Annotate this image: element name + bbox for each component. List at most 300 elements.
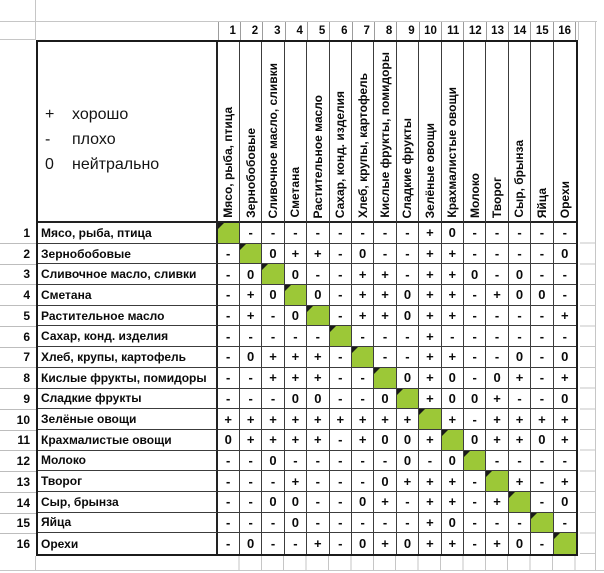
matrix-cell[interactable]: - [240, 326, 262, 347]
matrix-cell[interactable]: - [330, 451, 352, 472]
matrix-cell[interactable]: + [285, 368, 307, 389]
row-label[interactable]: Орехи [38, 533, 218, 554]
matrix-cell[interactable]: 0 [442, 389, 464, 410]
row-label[interactable]: Сладкие фрукты [38, 389, 218, 410]
matrix-cell[interactable]: - [374, 223, 396, 244]
matrix-cell[interactable]: - [464, 533, 486, 554]
matrix-cell[interactable]: 0 [397, 430, 419, 451]
matrix-cell[interactable]: + [554, 306, 576, 327]
matrix-cell[interactable]: + [554, 471, 576, 492]
matrix-cell-self[interactable] [218, 223, 240, 244]
matrix-cell[interactable]: + [419, 389, 441, 410]
column-number[interactable]: 12 [463, 22, 485, 40]
matrix-cell[interactable]: - [330, 513, 352, 534]
matrix-cell[interactable]: 0 [554, 389, 576, 410]
column-number[interactable]: 6 [329, 22, 351, 40]
row-number[interactable]: 16 [16, 537, 30, 552]
matrix-cell[interactable]: 0 [509, 347, 531, 368]
matrix-cell[interactable]: - [285, 223, 307, 244]
matrix-cell[interactable]: - [531, 368, 553, 389]
matrix-cell[interactable]: + [285, 409, 307, 430]
matrix-cell[interactable]: - [330, 368, 352, 389]
row-number[interactable]: 13 [0, 472, 36, 493]
column-header[interactable] [419, 42, 441, 223]
matrix-cell[interactable]: - [464, 285, 486, 306]
matrix-cell[interactable]: 0 [262, 244, 284, 265]
row-label[interactable]: Сыр, брынза [38, 492, 218, 513]
matrix-cell[interactable]: - [464, 513, 486, 534]
matrix-cell[interactable]: - [352, 471, 374, 492]
matrix-cell[interactable]: - [218, 533, 240, 554]
matrix-cell[interactable]: - [464, 223, 486, 244]
matrix-cell[interactable]: 0 [285, 513, 307, 534]
matrix-cell-self[interactable] [285, 285, 307, 306]
matrix-cell[interactable]: - [330, 306, 352, 327]
matrix-cell[interactable]: - [531, 264, 553, 285]
matrix-cell[interactable]: - [486, 347, 508, 368]
matrix-cell[interactable]: - [330, 244, 352, 265]
matrix-cell[interactable]: - [307, 223, 329, 244]
matrix-cell[interactable]: - [307, 264, 329, 285]
matrix-cell[interactable]: - [464, 409, 486, 430]
matrix-cell[interactable]: + [374, 409, 396, 430]
column-number[interactable]: 9 [396, 22, 418, 40]
matrix-cell[interactable]: + [419, 285, 441, 306]
matrix-cell[interactable]: + [419, 306, 441, 327]
matrix-cell[interactable]: + [352, 409, 374, 430]
matrix-cell[interactable]: + [419, 430, 441, 451]
matrix-cell[interactable]: + [285, 244, 307, 265]
matrix-cell[interactable]: - [531, 471, 553, 492]
matrix-cell[interactable]: 0 [240, 264, 262, 285]
matrix-cell[interactable]: 0 [262, 492, 284, 513]
matrix-cell[interactable]: - [352, 368, 374, 389]
row-label[interactable]: Сливочное масло, сливки [38, 264, 218, 285]
matrix-cell[interactable]: 0 [509, 285, 531, 306]
matrix-cell-self[interactable] [397, 389, 419, 410]
matrix-cell[interactable]: - [330, 533, 352, 554]
matrix-cell[interactable]: + [262, 409, 284, 430]
row-label[interactable]: Мясо, рыба, птица [38, 223, 218, 244]
column-header[interactable] [352, 42, 374, 223]
matrix-cell[interactable]: + [486, 409, 508, 430]
matrix-cell[interactable]: - [262, 513, 284, 534]
row-label[interactable]: Сахар, конд. изделия [38, 326, 218, 347]
matrix-cell-self[interactable] [262, 264, 284, 285]
matrix-cell[interactable]: - [531, 492, 553, 513]
column-number[interactable]: 5 [307, 22, 329, 40]
matrix-cell[interactable]: - [442, 326, 464, 347]
matrix-cell[interactable]: - [330, 430, 352, 451]
matrix-cell[interactable]: - [464, 492, 486, 513]
matrix-cell[interactable]: - [330, 471, 352, 492]
matrix-cell[interactable]: 0 [262, 285, 284, 306]
matrix-cell[interactable]: - [374, 347, 396, 368]
matrix-cell[interactable]: - [509, 223, 531, 244]
matrix-cell[interactable]: - [352, 389, 374, 410]
matrix-cell[interactable]: - [352, 513, 374, 534]
column-header[interactable] [330, 42, 352, 223]
column-header[interactable] [464, 42, 486, 223]
matrix-cell[interactable]: + [352, 285, 374, 306]
column-header[interactable] [240, 42, 262, 223]
matrix-cell[interactable]: - [397, 326, 419, 347]
matrix-cell[interactable]: 0 [464, 389, 486, 410]
matrix-cell[interactable]: - [397, 492, 419, 513]
matrix-cell[interactable]: - [262, 306, 284, 327]
matrix-cell[interactable]: 0 [397, 451, 419, 472]
matrix-cell[interactable]: + [352, 306, 374, 327]
matrix-cell[interactable]: + [419, 326, 441, 347]
matrix-cell[interactable]: 0 [554, 492, 576, 513]
matrix-cell[interactable]: 0 [464, 264, 486, 285]
matrix-cell[interactable]: + [419, 533, 441, 554]
matrix-cell[interactable]: + [218, 409, 240, 430]
row-number[interactable]: 7 [0, 348, 36, 369]
matrix-cell[interactable]: - [531, 533, 553, 554]
matrix-cell[interactable]: + [419, 264, 441, 285]
matrix-cell[interactable]: - [554, 513, 576, 534]
matrix-cell[interactable]: + [419, 244, 441, 265]
matrix-cell[interactable]: + [262, 368, 284, 389]
matrix-cell[interactable]: + [352, 430, 374, 451]
matrix-cell[interactable]: + [442, 285, 464, 306]
matrix-cell[interactable]: - [374, 451, 396, 472]
row-number[interactable]: 5 [0, 306, 36, 327]
matrix-cell[interactable]: - [531, 451, 553, 472]
matrix-cell[interactable]: - [307, 471, 329, 492]
matrix-cell[interactable]: 0 [442, 368, 464, 389]
matrix-cell[interactable]: + [397, 409, 419, 430]
matrix-cell[interactable]: + [509, 430, 531, 451]
matrix-cell[interactable]: + [442, 533, 464, 554]
row-number[interactable]: 2 [0, 244, 36, 265]
row-label[interactable]: Творог [38, 471, 218, 492]
matrix-cell-self[interactable] [374, 368, 396, 389]
matrix-cell[interactable]: 0 [464, 430, 486, 451]
matrix-cell[interactable]: - [218, 264, 240, 285]
matrix-cell[interactable]: + [419, 471, 441, 492]
matrix-cell[interactable]: - [486, 244, 508, 265]
row-label[interactable]: Молоко [38, 451, 218, 472]
matrix-cell[interactable]: + [307, 409, 329, 430]
row-label[interactable]: Хлеб, крупы, картофель [38, 347, 218, 368]
matrix-cell[interactable]: - [262, 223, 284, 244]
matrix-cell[interactable]: 0 [307, 285, 329, 306]
matrix-cell[interactable]: - [554, 285, 576, 306]
matrix-cell[interactable]: 0 [397, 285, 419, 306]
matrix-cell[interactable]: - [240, 471, 262, 492]
matrix-cell[interactable]: + [486, 533, 508, 554]
matrix-cell[interactable]: 0 [397, 306, 419, 327]
matrix-cell[interactable]: - [464, 368, 486, 389]
matrix-cell-self[interactable] [330, 326, 352, 347]
row-number[interactable]: 12 [0, 451, 36, 472]
matrix-cell[interactable]: - [240, 223, 262, 244]
row-label[interactable]: Яйца [38, 513, 218, 534]
matrix-cell[interactable]: + [307, 347, 329, 368]
matrix-cell[interactable]: - [531, 244, 553, 265]
column-number[interactable]: 1 [218, 22, 240, 40]
matrix-cell-self[interactable] [554, 533, 576, 554]
matrix-cell[interactable]: + [509, 471, 531, 492]
matrix-cell[interactable]: 0 [240, 347, 262, 368]
matrix-cell[interactable]: - [554, 223, 576, 244]
row-label[interactable]: Зелёные овощи [38, 409, 218, 430]
matrix-cell[interactable]: - [262, 389, 284, 410]
matrix-cell[interactable]: + [419, 368, 441, 389]
matrix-cell[interactable]: - [374, 513, 396, 534]
matrix-cell[interactable]: - [486, 306, 508, 327]
matrix-cell[interactable]: - [531, 389, 553, 410]
matrix-cell[interactable]: + [554, 409, 576, 430]
matrix-cell-self[interactable] [307, 306, 329, 327]
matrix-cell[interactable]: 0 [374, 389, 396, 410]
matrix-cell[interactable]: - [397, 264, 419, 285]
matrix-cell[interactable]: - [554, 451, 576, 472]
matrix-cell-self[interactable] [442, 430, 464, 451]
matrix-cell[interactable]: - [509, 451, 531, 472]
matrix-cell[interactable]: 0 [285, 306, 307, 327]
matrix-cell[interactable]: - [509, 244, 531, 265]
matrix-cell[interactable]: + [330, 409, 352, 430]
column-header[interactable] [531, 42, 553, 223]
row-label[interactable]: Зернобобовые [38, 244, 218, 265]
matrix-cell[interactable]: - [486, 326, 508, 347]
matrix-cell[interactable]: + [307, 533, 329, 554]
row-number[interactable]: 1 [0, 223, 36, 244]
matrix-cell[interactable]: + [419, 223, 441, 244]
matrix-cell[interactable]: - [218, 389, 240, 410]
column-number[interactable]: 16 [553, 22, 576, 40]
column-number[interactable]: 3 [262, 22, 284, 40]
matrix-cell[interactable]: - [240, 389, 262, 410]
matrix-cell[interactable]: - [285, 451, 307, 472]
matrix-cell[interactable]: - [330, 347, 352, 368]
matrix-cell[interactable]: - [330, 223, 352, 244]
matrix-cell[interactable]: - [531, 347, 553, 368]
matrix-cell[interactable]: - [374, 244, 396, 265]
matrix-cell[interactable]: 0 [352, 492, 374, 513]
matrix-cell[interactable]: 0 [397, 533, 419, 554]
matrix-cell[interactable]: - [397, 347, 419, 368]
matrix-cell[interactable]: - [330, 389, 352, 410]
column-header[interactable] [486, 42, 508, 223]
row-number[interactable]: 8 [0, 368, 36, 389]
matrix-cell[interactable]: - [531, 223, 553, 244]
matrix-cell[interactable]: - [531, 306, 553, 327]
column-number[interactable]: 2 [240, 22, 262, 40]
column-number[interactable]: 13 [486, 22, 508, 40]
row-label[interactable]: Растительное масло [38, 306, 218, 327]
row-number[interactable]: 4 [0, 285, 36, 306]
matrix-cell[interactable]: + [442, 471, 464, 492]
matrix-cell[interactable]: - [262, 326, 284, 347]
matrix-cell-self[interactable] [531, 513, 553, 534]
matrix-cell[interactable]: + [419, 492, 441, 513]
matrix-cell[interactable]: 0 [218, 430, 240, 451]
column-header[interactable] [397, 42, 419, 223]
matrix-cell[interactable]: 0 [262, 451, 284, 472]
matrix-cell[interactable]: - [486, 264, 508, 285]
matrix-cell[interactable]: - [554, 326, 576, 347]
matrix-cell[interactable]: + [486, 389, 508, 410]
matrix-cell[interactable]: + [352, 264, 374, 285]
matrix-cell[interactable]: + [285, 430, 307, 451]
column-number[interactable]: 14 [508, 22, 530, 40]
matrix-cell[interactable]: - [464, 306, 486, 327]
matrix-cell[interactable]: + [374, 264, 396, 285]
matrix-cell-self[interactable] [464, 451, 486, 472]
matrix-cell[interactable]: + [240, 430, 262, 451]
row-number[interactable]: 9 [0, 389, 36, 410]
matrix-cell[interactable]: 0 [442, 223, 464, 244]
matrix-cell[interactable]: - [464, 244, 486, 265]
column-number[interactable]: 8 [374, 22, 396, 40]
matrix-cell[interactable]: - [486, 513, 508, 534]
matrix-cell[interactable]: - [240, 451, 262, 472]
matrix-cell[interactable]: + [554, 368, 576, 389]
matrix-cell[interactable]: 0 [374, 471, 396, 492]
row-number[interactable]: 10 [0, 410, 36, 431]
matrix-cell[interactable]: + [442, 244, 464, 265]
column-header[interactable] [509, 42, 531, 223]
matrix-cell[interactable]: 0 [285, 264, 307, 285]
matrix-cell[interactable]: + [419, 347, 441, 368]
matrix-cell[interactable]: 0 [509, 264, 531, 285]
column-number[interactable]: 15 [530, 22, 552, 40]
column-header[interactable] [307, 42, 329, 223]
matrix-cell[interactable]: - [262, 471, 284, 492]
matrix-cell[interactable]: + [262, 347, 284, 368]
matrix-cell[interactable]: + [240, 285, 262, 306]
matrix-cell[interactable]: + [374, 492, 396, 513]
matrix-cell[interactable]: - [218, 451, 240, 472]
matrix-cell[interactable]: + [486, 430, 508, 451]
matrix-cell[interactable]: - [397, 244, 419, 265]
matrix-cell[interactable]: 0 [307, 389, 329, 410]
legend-cell[interactable] [38, 42, 218, 223]
matrix-cell[interactable]: - [240, 492, 262, 513]
column-header[interactable] [218, 42, 240, 223]
matrix-cell[interactable]: + [442, 409, 464, 430]
matrix-cell[interactable]: - [486, 451, 508, 472]
matrix-cell[interactable]: + [374, 533, 396, 554]
matrix-cell[interactable]: - [509, 389, 531, 410]
row-label[interactable]: Кислые фрукты, помидоры [38, 368, 218, 389]
row-number[interactable]: 15 [0, 514, 36, 535]
matrix-cell[interactable]: 0 [285, 389, 307, 410]
matrix-cell[interactable]: - [218, 471, 240, 492]
matrix-cell[interactable]: - [509, 306, 531, 327]
matrix-cell[interactable]: - [285, 533, 307, 554]
column-number[interactable]: 7 [352, 22, 374, 40]
row-label[interactable]: Крахмалистые овощи [38, 430, 218, 451]
matrix-cell[interactable]: + [397, 471, 419, 492]
matrix-cell[interactable]: + [374, 285, 396, 306]
matrix-cell[interactable]: - [262, 533, 284, 554]
matrix-cell[interactable]: - [330, 285, 352, 306]
matrix-cell[interactable]: - [240, 368, 262, 389]
matrix-cell[interactable]: - [285, 326, 307, 347]
column-number[interactable]: 4 [285, 22, 307, 40]
matrix-cell[interactable]: + [486, 492, 508, 513]
matrix-cell[interactable]: - [330, 492, 352, 513]
row-number[interactable]: 6 [0, 327, 36, 348]
column-header[interactable] [442, 42, 464, 223]
column-header[interactable] [262, 42, 284, 223]
matrix-cell[interactable]: - [509, 326, 531, 347]
matrix-cell[interactable]: + [442, 264, 464, 285]
matrix-cell[interactable]: 0 [531, 430, 553, 451]
matrix-cell[interactable]: 0 [509, 533, 531, 554]
matrix-cell[interactable]: + [307, 368, 329, 389]
matrix-cell[interactable]: - [240, 513, 262, 534]
row-number[interactable]: 14 [0, 493, 36, 514]
matrix-cell[interactable]: 0 [442, 513, 464, 534]
matrix-cell-self[interactable] [352, 347, 374, 368]
matrix-cell[interactable]: 0 [486, 368, 508, 389]
matrix-cell[interactable]: - [330, 264, 352, 285]
row-label[interactable]: Сметана [38, 285, 218, 306]
matrix-cell[interactable]: - [464, 347, 486, 368]
matrix-cell[interactable]: - [218, 492, 240, 513]
matrix-cell[interactable]: - [509, 513, 531, 534]
matrix-cell[interactable]: - [419, 451, 441, 472]
matrix-cell[interactable]: - [307, 513, 329, 534]
matrix-cell[interactable]: + [531, 409, 553, 430]
matrix-cell-self[interactable] [509, 492, 531, 513]
matrix-cell-self[interactable] [240, 244, 262, 265]
matrix-cell[interactable]: + [442, 347, 464, 368]
matrix-cell[interactable]: - [218, 368, 240, 389]
matrix-cell[interactable]: + [374, 306, 396, 327]
matrix-cell[interactable]: - [554, 264, 576, 285]
matrix-cell[interactable]: - [486, 223, 508, 244]
matrix-cell[interactable]: + [240, 409, 262, 430]
matrix-cell[interactable]: - [218, 306, 240, 327]
matrix-cell[interactable]: + [442, 306, 464, 327]
matrix-cell[interactable]: + [285, 471, 307, 492]
matrix-cell[interactable]: - [397, 223, 419, 244]
matrix-cell[interactable]: + [307, 430, 329, 451]
matrix-cell[interactable]: + [307, 244, 329, 265]
matrix-cell[interactable]: - [218, 244, 240, 265]
matrix-cell[interactable]: - [352, 223, 374, 244]
matrix-cell[interactable]: - [464, 471, 486, 492]
column-header[interactable] [554, 42, 576, 223]
column-number[interactable]: 10 [419, 22, 441, 40]
matrix-cell[interactable]: - [352, 326, 374, 347]
matrix-cell[interactable]: - [307, 326, 329, 347]
matrix-cell[interactable]: + [240, 306, 262, 327]
matrix-cell[interactable]: + [509, 368, 531, 389]
matrix-cell[interactable]: - [464, 326, 486, 347]
matrix-cell-self[interactable] [419, 409, 441, 430]
matrix-cell[interactable]: - [531, 326, 553, 347]
matrix-cell[interactable]: + [285, 347, 307, 368]
matrix-cell[interactable]: 0 [531, 285, 553, 306]
matrix-cell[interactable]: 0 [240, 533, 262, 554]
matrix-cell[interactable]: 0 [554, 244, 576, 265]
row-number[interactable]: 3 [0, 265, 36, 286]
column-header[interactable] [285, 42, 307, 223]
column-header[interactable] [374, 42, 396, 223]
matrix-cell[interactable]: - [397, 513, 419, 534]
column-number[interactable]: 11 [441, 22, 463, 40]
matrix-cell[interactable]: - [307, 492, 329, 513]
matrix-cell[interactable]: 0 [352, 244, 374, 265]
